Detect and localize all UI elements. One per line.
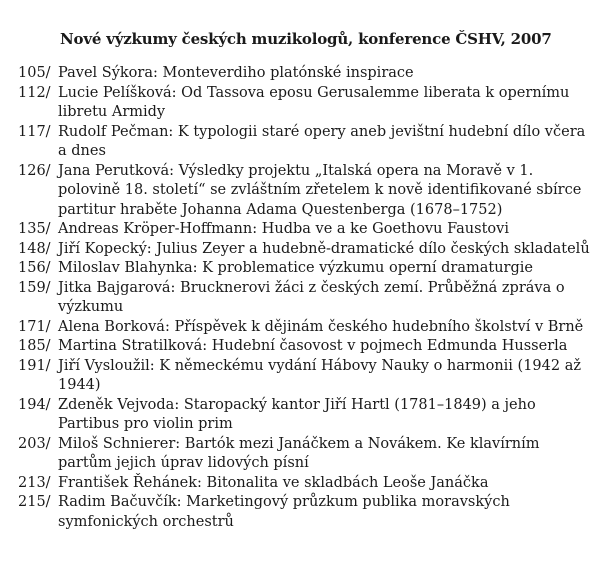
toc-entry-page-number: 203/	[18, 435, 51, 452]
toc-entry	[18, 357, 590, 396]
toc-entry-title: Pavel Sýkora: Monteverdiho platónské inspirace	[58, 65, 414, 81]
toc-entry	[18, 318, 590, 338]
toc-entry	[18, 64, 590, 84]
toc-entry-page-number: 171/	[18, 318, 51, 335]
toc-entry-title: Andreas Kröper-Hoffmann: Hudba ve a ke Goethovu Faustovi	[58, 221, 509, 237]
toc-entry-page-number: 117/	[18, 123, 51, 140]
toc-entry-page-number: 135/	[18, 221, 51, 237]
toc-entry-title: František Řehánek: Bitonalita ve skladbách Leoše Janáčka	[58, 474, 489, 491]
toc-entry-title: Radim Bačuvčík: Marketingový průzkum publika moravských symfonických orchestrů	[58, 494, 510, 530]
toc-entry	[18, 279, 590, 318]
toc-entry-page-number: 105/	[18, 65, 51, 81]
toc-entry-title: Miloš Schnierer: Bartók mezi Janáčkem a Novákem. Ke klavírním partům jejich úprav lidových písní	[58, 435, 540, 471]
toc-entry-page-number: 191/	[18, 357, 51, 374]
toc-entry	[18, 259, 590, 279]
toc-entry	[18, 474, 590, 494]
toc-entry-page-number: 159/	[18, 279, 51, 296]
toc-entry-page-number: 156/	[18, 260, 51, 276]
toc-entry-title: Jana Perutková: Výsledky projektu „Italská opera na Moravě v 1. polovině 18. století“ se zvláštním zřetelem k nově identifikované sbírce partitur hraběte Johanna Adama Questenberga (1678–1752)	[58, 162, 582, 218]
toc-entry	[18, 337, 590, 357]
toc-entry	[18, 162, 590, 221]
toc-entry	[18, 84, 590, 123]
toc-entry-title: Jitka Bajgarová: Brucknerovi žáci z českých zemí. Průběžná zpráva o výzkumu	[58, 279, 565, 315]
toc-entry-page-number: 215/	[18, 494, 51, 510]
toc-entry	[18, 123, 590, 162]
toc-entry-page-number: 148/	[18, 240, 51, 257]
toc-entry	[18, 240, 590, 260]
document-heading: Nové výzkumy českých muzikologů, konference ČSHV, 2007	[60, 30, 552, 48]
toc-entry-title: Jiří Vysloužil: K německému vydání Hábovy Nauky o harmonii (1942 až 1944)	[58, 357, 581, 393]
toc-entry	[18, 435, 590, 474]
toc-entry	[18, 493, 590, 532]
toc-entry-title: Lucie Pelíšková: Od Tassova eposu Gerusalemme liberata k opernímu libretu Armidy	[58, 84, 570, 120]
table-of-contents	[18, 64, 590, 532]
toc-entry-title: Rudolf Pečman: K typologii staré opery aneb jevištní hudební dílo včera a dnes	[58, 123, 586, 159]
toc-entry-page-number: 213/	[18, 474, 51, 491]
toc-entry-title: Miloslav Blahynka: K problematice výzkumu operní dramaturgie	[58, 260, 533, 276]
toc-entry-page-number: 194/	[18, 396, 51, 413]
toc-entry-title: Jiří Kopecký: Julius Zeyer a hudebně-dramatické dílo českých skladatelů	[58, 240, 590, 257]
toc-entry	[18, 396, 590, 435]
toc-entry-page-number: 112/	[18, 84, 51, 101]
toc-entry-title: Zdeněk Vejvoda: Staropacký kantor Jiří Hartl (1781–1849) a jeho Partibus pro violin prim	[58, 396, 536, 432]
toc-entry-page-number: 126/	[18, 162, 51, 179]
toc-entry	[18, 220, 590, 240]
toc-entry-page-number: 185/	[18, 338, 51, 354]
toc-entry-title: Alena Borková: Příspěvek k dějinám českého hudebního školství v Brně	[58, 318, 584, 335]
toc-entry-title: Martina Stratilková: Hudební časovost v pojmech Edmunda Husserla	[58, 338, 568, 354]
